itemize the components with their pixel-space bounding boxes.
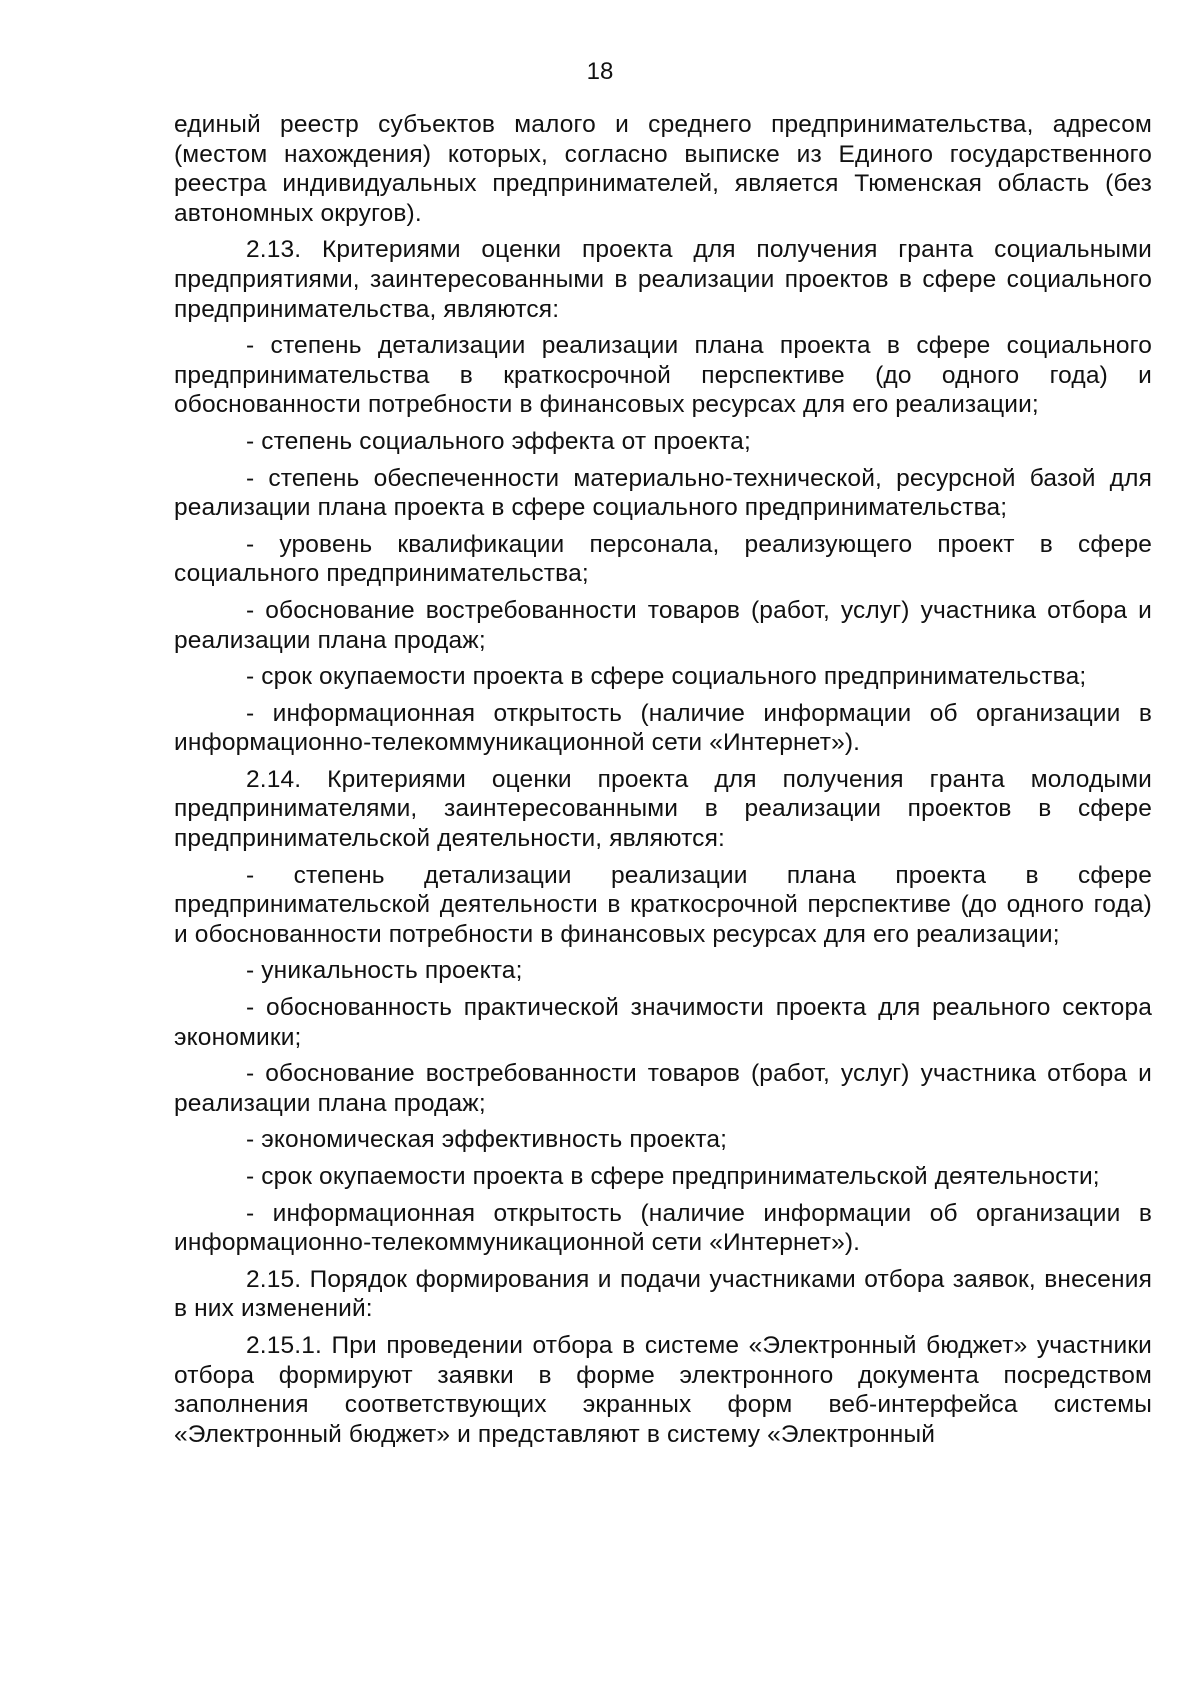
paragraph: - срок окупаемости проекта в сфере предпринимательской деятельности;	[246, 1163, 1100, 1190]
paragraph: единый реестр субъектов малого и среднего предпринимательства, адресом (местом нахождения) которых, согласно выписке из Единого государственного реестра индивидуальных предпринимателей, является Тюменская область (без автономных округов).	[174, 111, 1152, 227]
paragraph: - степень социального эффекта от проекта;	[246, 427, 751, 455]
paragraph: - степень обеспеченности материально-технической, ресурсной базой для реализации плана проекта в сфере социального предпринимательства;	[174, 464, 1152, 522]
page-number: 18	[586, 58, 614, 85]
paragraph: - обоснованность практической значимости проекта для реального сектора экономики;	[174, 994, 1152, 1051]
paragraph: - уровень квалификации персонала, реализующего проект в сфере социального предпринимательства;	[174, 530, 1152, 588]
paragraph: 2.15. Порядок формирования и подачи участниками отбора заявок, внесения в них изменений:	[174, 1265, 1152, 1323]
paragraph: - срок окупаемости проекта в сфере социального предпринимательства;	[246, 663, 1087, 691]
paragraph: - степень детализации реализации плана проекта в сфере предпринимательской деятельности в краткосрочной перспективе (до одного года) и обоснованности потребности в финансовых ресурсах для его реализации;	[174, 861, 1152, 948]
paragraph: 2.14. Критериями оценки проекта для получения гранта молодыми предпринимателями, заинтересованными в реализации проектов в сфере предпринимательской деятельности, являются:	[174, 765, 1152, 853]
paragraph: - уникальность проекта;	[246, 957, 523, 985]
paragraph: - экономическая эффективность проекта;	[246, 1126, 728, 1154]
paragraph: 2.13. Критериями оценки проекта для получения гранта социальными предприятиями, заинтересованными в реализации проектов в сфере социального предпринимательства, являются:	[174, 236, 1152, 323]
document-body	[174, 110, 1152, 1456]
paragraph: 2.15.1. При проведении отбора в системе «Электронный бюджет» участники отбора формируют заявки в форме электронного документа посредством заполнения соответствующих экранных форм веб-интерфейса системы «Электронный бюджет» и представляют в систему «Электронный	[174, 1331, 1152, 1448]
paragraph: - обоснование востребованности товаров (работ, услуг) участника отбора и реализации плана продаж;	[174, 1060, 1152, 1117]
paragraph: - обоснование востребованности товаров (работ, услуг) участника отбора и реализации плана продаж;	[174, 596, 1152, 654]
paragraph: - информационная открытость (наличие информации об организации в информационно-телекоммуникационной сети «Интернет»).	[174, 1199, 1152, 1257]
paragraph: - степень детализации реализации плана проекта в сфере социального предпринимательства в краткосрочной перспективе (до одного года) и обоснованности потребности в финансовых ресурсах для его реализации;	[174, 332, 1152, 419]
paragraph: - информационная открытость (наличие информации об организации в информационно-телекоммуникационной сети «Интернет»).	[174, 699, 1152, 757]
